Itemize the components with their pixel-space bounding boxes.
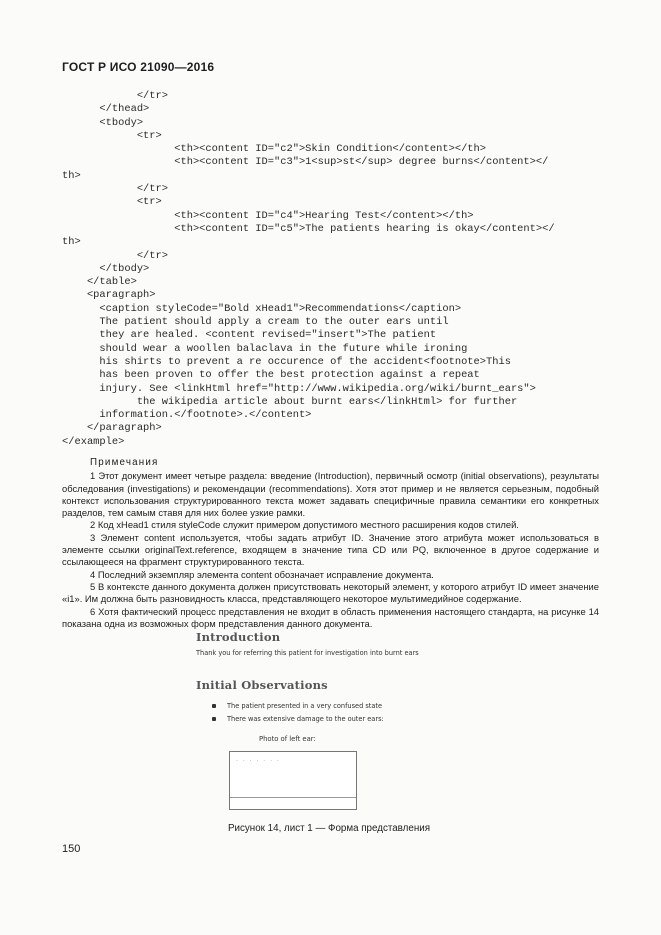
observations-list [212, 700, 384, 725]
note-item: 3 Элемент content используется, чтобы задать атрибут ID. Значение этого атрибута может использоваться в элементе ссылки originalText.reference, входящем в значение типа CD или PQ, включенное в другое содержание и ссылающееся на фрагмент структурированного текста. [62, 531, 599, 568]
note-item: 5 В контексте данного документа должен присутствовать некоторый элемент, у которого атрибут ID имеет значение «i1». Им должна быть разновидность класса, представляющего некоторое мультимедийное содержание. [62, 580, 599, 605]
code-line: <th><content ID="c3">1<sup>st</sup> degree burns</content></ [62, 156, 549, 169]
introduction-heading: Introduction [196, 630, 281, 644]
code-line: </example> [62, 435, 125, 448]
code-line: has been proven to offer the best protection against a repeat [62, 369, 480, 382]
code-line: th> [62, 169, 81, 182]
code-line: </table> [62, 276, 137, 289]
code-line: th> [62, 236, 81, 249]
rendered-document-figure [196, 630, 516, 765]
code-line: <th><content ID="c4">Hearing Test</content></th> [62, 209, 474, 222]
list-item: There was extensive damage to the outer ears: [212, 713, 384, 726]
page-header: ГОСТ Р ИСО 21090—2016 [62, 60, 215, 74]
code-line: <caption styleCode="Bold xHead1">Recommendations</caption> [62, 302, 462, 315]
code-line: <th><content ID="c2">Skin Condition</content></th> [62, 143, 487, 156]
photo-label: Photo of left ear: [259, 735, 316, 743]
code-line: </tr> [62, 183, 169, 196]
code-line: </tr> [62, 249, 169, 262]
code-line: </paragraph> [62, 422, 162, 435]
list-item: The patient presented in a very confused state [212, 700, 384, 713]
code-line: his shirts to prevent a re occurence of the accident<footnote>This [62, 355, 511, 368]
note-item: 1 Этот документ имеет четыре раздела: введение (Introduction), первичный осмотр (initial observations), результаты обследования (investigations) и рекомендации (recommendations). Хотя этот пример и не является серьезным, подобный контекст использования структурированного текста может задавать специфичные правила семантики его конкретных разделов, тем самым ставя для них более узкие рамки. [62, 470, 599, 519]
notes-title: Примечания [90, 457, 159, 468]
code-line: </thead> [62, 103, 150, 116]
photo-image-placeholder [229, 751, 357, 810]
code-line: <th><content ID="c5">The patients hearing is okay</content></ [62, 222, 555, 235]
code-line: </tbody> [62, 262, 150, 275]
photo-placeholder-text: · · · · · · · [236, 758, 281, 765]
bullet-icon [212, 717, 216, 721]
note-item: 6 Хотя фактический процесс представления не входит в область применения настоящего стандарта, на рисунке 14 показана одна из возможных форм представления данного документа. [62, 605, 599, 629]
introduction-text: Thank you for referring this patient for investigation into burnt ears [196, 649, 419, 657]
code-line: the wikipedia article about burnt ears</linkHtml> for further [62, 395, 518, 408]
code-line: <tr> [62, 196, 162, 209]
code-line: should wear a woollen balaclava in the future while ironing [62, 342, 468, 355]
bullet-icon [212, 704, 216, 708]
code-line: <paragraph> [62, 289, 156, 302]
code-line: <tbody> [62, 116, 144, 129]
notes-section [62, 457, 599, 630]
photo-divider [230, 797, 356, 798]
code-line: The patient should apply a cream to the outer ears until [62, 316, 449, 329]
figure-caption: Рисунок 14, лист 1 — Форма представления [228, 823, 431, 834]
code-line: <tr> [62, 129, 162, 142]
note-item: 2 Код xHead1 стиля styleCode служит примером допустимого местного расширения кодов стилей. [90, 519, 519, 531]
code-line: information.</footnote>.</content> [62, 409, 312, 422]
xml-code-listing [62, 90, 642, 449]
observations-heading: Initial Observations [196, 678, 328, 692]
code-line: </tr> [62, 90, 169, 102]
note-item: 4 Последний экземпляр элемента content обозначает исправление документа. [90, 568, 434, 580]
page-number: 150 [62, 843, 81, 855]
code-line: injury. See <linkHtml href="http://www.wikipedia.org/wiki/burnt_ears"> [62, 382, 536, 395]
code-line: they are healed. <content revised="insert">The patient [62, 329, 437, 342]
